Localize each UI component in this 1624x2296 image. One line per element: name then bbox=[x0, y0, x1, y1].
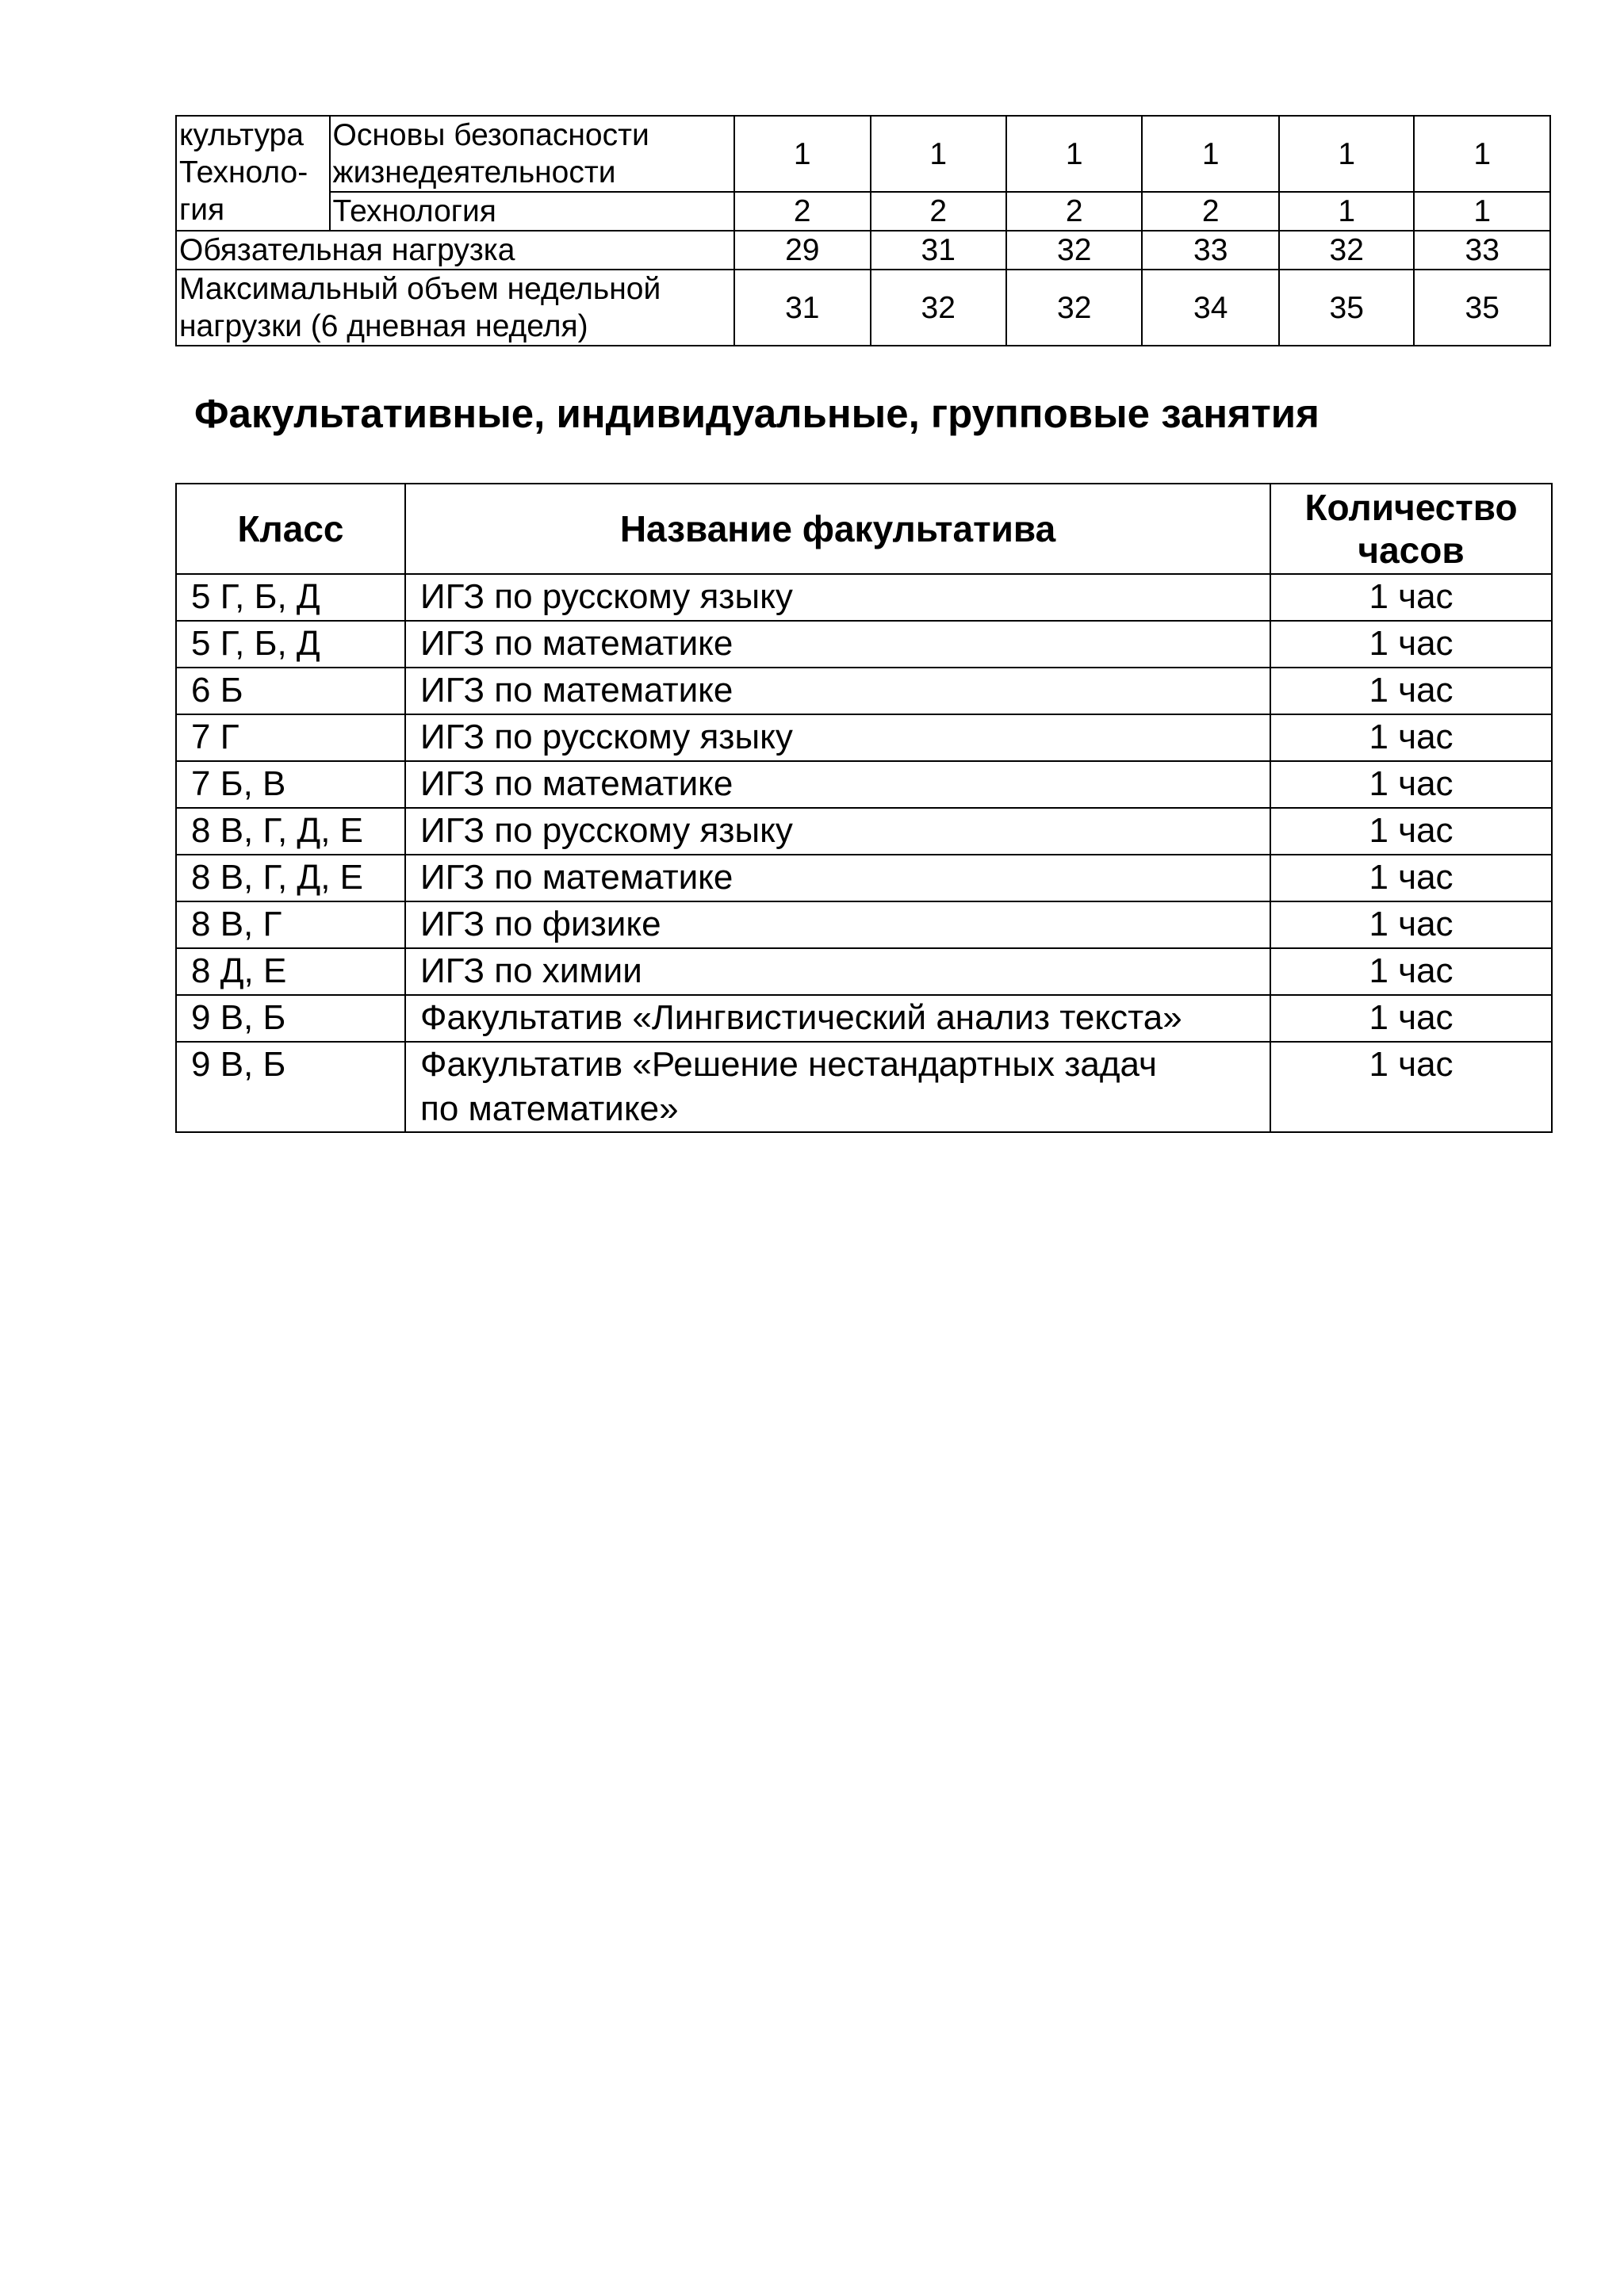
table-row bbox=[176, 668, 1552, 714]
hours-cell: 1 час bbox=[1270, 995, 1552, 1042]
elective-name-line: Факультатив «Решение нестандартных задач bbox=[420, 1045, 1157, 1084]
hours-cell: 1 час bbox=[1270, 574, 1552, 621]
hours-cell: 1 bbox=[734, 116, 870, 192]
column-header-hours bbox=[1270, 484, 1552, 574]
subject-cell: Технология bbox=[330, 192, 734, 231]
subject-line: Основы безопасности bbox=[332, 118, 649, 152]
hours-cell: 31 bbox=[734, 270, 870, 346]
table-row bbox=[176, 901, 1552, 948]
hours-cell: 33 bbox=[1414, 231, 1550, 270]
section-heading: Факультативные, индивидуальные, групповые занятия bbox=[194, 391, 1320, 436]
hours-cell: 2 bbox=[734, 192, 870, 231]
hours-cell: 1 час bbox=[1270, 901, 1552, 948]
subject-area-cell bbox=[176, 116, 330, 231]
table-row bbox=[176, 231, 1550, 270]
table-row bbox=[176, 761, 1552, 808]
subject-area-line: культура bbox=[179, 118, 304, 152]
class-cell: 5 Г, Б, Д bbox=[176, 574, 405, 621]
hours-cell: 1 час bbox=[1270, 948, 1552, 995]
hours-cell: 1 bbox=[1414, 116, 1550, 192]
hours-cell: 1 час bbox=[1270, 1042, 1552, 1132]
subject-area-line: Техноло- bbox=[179, 155, 308, 189]
class-cell: 9 В, Б bbox=[176, 995, 405, 1042]
class-cell: 9 В, Б bbox=[176, 1042, 405, 1132]
table-row bbox=[176, 574, 1552, 621]
elective-name-cell: ИГЗ по математике bbox=[405, 621, 1270, 668]
elective-name-cell: ИГЗ по русскому языку bbox=[405, 714, 1270, 761]
hours-cell: 32 bbox=[1006, 231, 1142, 270]
elective-name-line: по математике» bbox=[420, 1089, 679, 1128]
class-cell: 5 Г, Б, Д bbox=[176, 621, 405, 668]
hours-cell: 1 bbox=[1142, 116, 1278, 192]
hours-cell: 1 bbox=[1414, 192, 1550, 231]
max-load-label-line: Максимальный объем недельной bbox=[179, 272, 661, 306]
hours-cell: 29 bbox=[734, 231, 870, 270]
class-cell: 8 В, Г, Д, Е bbox=[176, 855, 405, 901]
subject-cell bbox=[330, 116, 734, 192]
hours-cell: 2 bbox=[1006, 192, 1142, 231]
class-cell: 7 Г bbox=[176, 714, 405, 761]
mandatory-load-label: Обязательная нагрузка bbox=[176, 231, 734, 270]
electives-table bbox=[175, 483, 1553, 1133]
hours-cell: 32 bbox=[871, 270, 1006, 346]
hours-cell: 1 bbox=[1279, 192, 1414, 231]
hours-cell: 2 bbox=[1142, 192, 1278, 231]
hours-cell: 1 час bbox=[1270, 855, 1552, 901]
max-load-label bbox=[176, 270, 734, 346]
table-row bbox=[176, 1042, 1552, 1132]
subject-line: жизнедеятельности bbox=[332, 155, 616, 189]
class-cell: 7 Б, В bbox=[176, 761, 405, 808]
hours-cell: 32 bbox=[1279, 231, 1414, 270]
hours-cell: 35 bbox=[1279, 270, 1414, 346]
table-row bbox=[176, 855, 1552, 901]
max-load-label-line: нагрузки (6 дневная неделя) bbox=[179, 309, 588, 343]
hours-cell: 31 bbox=[871, 231, 1006, 270]
column-header-hours-line: часов bbox=[1358, 530, 1465, 571]
elective-name-cell: Факультатив «Лингвистический анализ текста» bbox=[405, 995, 1270, 1042]
hours-cell: 1 час bbox=[1270, 714, 1552, 761]
hours-cell: 35 bbox=[1414, 270, 1550, 346]
table-row bbox=[176, 192, 1550, 231]
elective-name-cell: ИГЗ по химии bbox=[405, 948, 1270, 995]
class-cell: 8 В, Г bbox=[176, 901, 405, 948]
elective-name-cell: ИГЗ по физике bbox=[405, 901, 1270, 948]
table-header-row bbox=[176, 484, 1552, 574]
table-row bbox=[176, 995, 1552, 1042]
elective-name-cell: ИГЗ по математике bbox=[405, 668, 1270, 714]
hours-cell: 1 bbox=[1006, 116, 1142, 192]
class-cell: 6 Б bbox=[176, 668, 405, 714]
hours-cell: 1 bbox=[1279, 116, 1414, 192]
hours-cell: 33 bbox=[1142, 231, 1278, 270]
column-header-name: Название факультатива bbox=[405, 484, 1270, 574]
hours-cell: 1 час bbox=[1270, 808, 1552, 855]
hours-cell: 1 час bbox=[1270, 668, 1552, 714]
hours-cell: 1 bbox=[871, 116, 1006, 192]
curriculum-load-table bbox=[175, 115, 1551, 346]
hours-cell: 1 час bbox=[1270, 761, 1552, 808]
column-header-class: Класс bbox=[176, 484, 405, 574]
subject-area-line: гия bbox=[179, 193, 225, 227]
elective-name-cell bbox=[405, 1042, 1270, 1132]
table-row bbox=[176, 808, 1552, 855]
table-row bbox=[176, 948, 1552, 995]
hours-cell: 1 час bbox=[1270, 621, 1552, 668]
class-cell: 8 В, Г, Д, Е bbox=[176, 808, 405, 855]
elective-name-cell: ИГЗ по русскому языку bbox=[405, 574, 1270, 621]
hours-cell: 34 bbox=[1142, 270, 1278, 346]
class-cell: 8 Д, Е bbox=[176, 948, 405, 995]
hours-cell: 2 bbox=[871, 192, 1006, 231]
hours-cell: 32 bbox=[1006, 270, 1142, 346]
column-header-hours-line: Количество bbox=[1304, 487, 1518, 528]
elective-name-cell: ИГЗ по русскому языку bbox=[405, 808, 1270, 855]
table-row bbox=[176, 270, 1550, 346]
table-row bbox=[176, 714, 1552, 761]
table-row bbox=[176, 116, 1550, 192]
elective-name-cell: ИГЗ по математике bbox=[405, 855, 1270, 901]
table-row bbox=[176, 621, 1552, 668]
elective-name-cell: ИГЗ по математике bbox=[405, 761, 1270, 808]
